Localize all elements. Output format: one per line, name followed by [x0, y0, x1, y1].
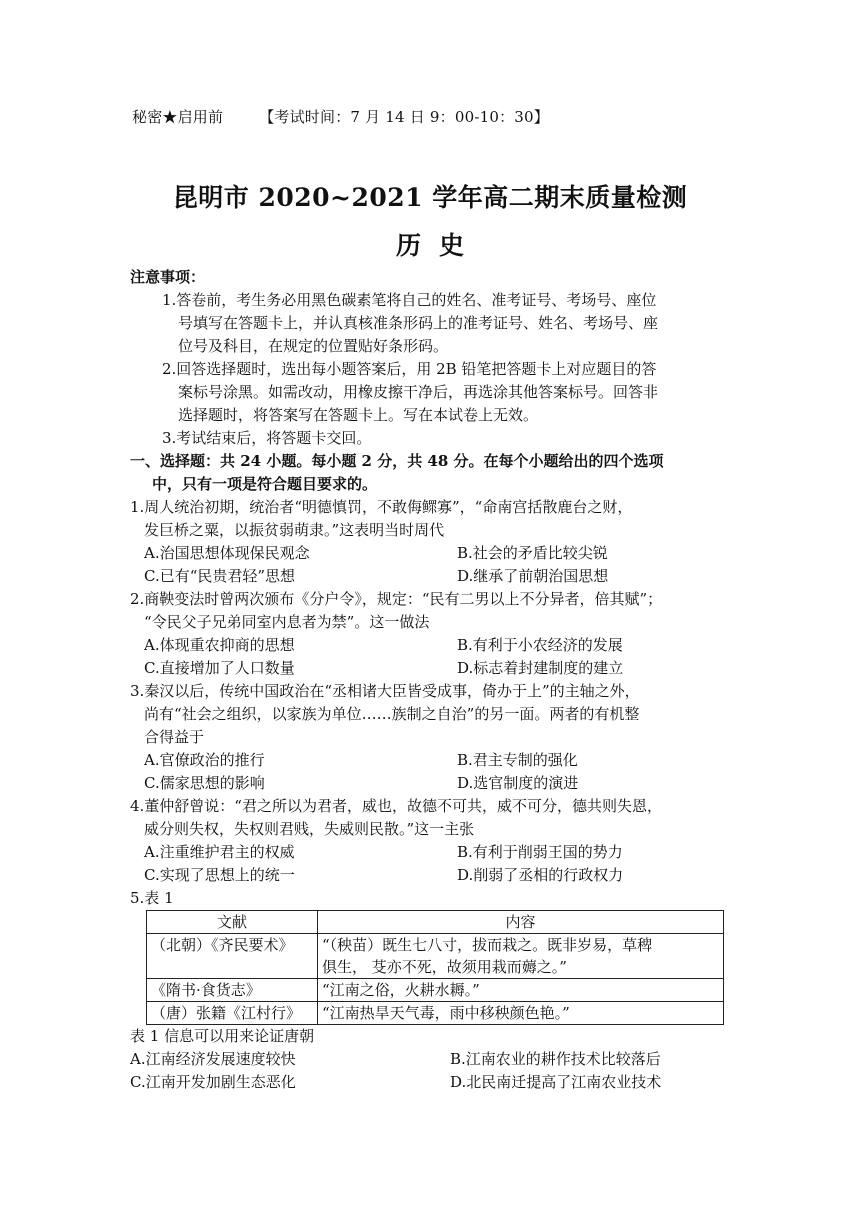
secret-label: 秘密★启用前 [132, 108, 224, 126]
table-header: 文献 [147, 911, 318, 934]
question-stem: 2.商鞅变法时曾两次颁布《分户令》，规定：“民有二男以上不分异者，倍其赋”； [130, 590, 663, 608]
question-stem-cont: 尚有“社会之组织，以家族为单位……族制之自治”的另一面。两者的有机整 [144, 705, 640, 723]
notice-item [130, 358, 734, 427]
table-cell-content [318, 934, 724, 979]
option-c: C.儒家思想的影响 [144, 774, 265, 792]
question-4 [130, 795, 734, 887]
notice-item-line: 3.考试结束后，将答题卡交回。 [162, 429, 372, 447]
option-c: C.直接增加了人口数量 [144, 659, 295, 677]
option-a: A.体现重农抑商的思想 [144, 636, 295, 654]
option-a: A.官僚政治的推行 [144, 751, 265, 769]
table-cell-source: （唐）张籍《江村行》 [147, 1002, 318, 1025]
exam-time: 【考试时间：7 月 14 日 9：00-10：30】 [259, 108, 549, 126]
question-1 [130, 496, 734, 588]
option-b: B.有利于小农经济的发展 [457, 636, 623, 654]
option-c: C.已有“民贵君轻”思想 [144, 567, 296, 585]
table-cell-content [318, 1002, 724, 1025]
question-stem: 1.周人统治初期，统治者“明德慎罚，不敢侮鳏寡”，“命南宫括散鹿台之财， [130, 498, 633, 516]
question-stem-cont: “令民父子兄弟同室内息者为禁”。这一做法 [144, 613, 430, 631]
table-row [147, 979, 724, 1002]
notice-item-line: 位号及科目，在规定的位置贴好条形码。 [178, 337, 449, 355]
notice-item-line: 1.答卷前，考生务必用黑色碳素笔将自己的姓名、准考证号、考场号、座位 [162, 291, 657, 309]
option-b: B.君主专制的强化 [457, 751, 578, 769]
options-row [130, 1071, 734, 1094]
option-b: B.有利于削弱王国的势力 [457, 843, 623, 861]
table-cell-line: 俱生， 芟亦不死，故须用栽而薅之。” [322, 958, 567, 976]
exam-content [130, 266, 734, 1094]
notice-item [130, 289, 734, 358]
option-b: B.社会的矛盾比较尖锐 [457, 544, 608, 562]
table-row [147, 934, 724, 979]
table-cell-source: （北朝）《齐民要术》 [147, 934, 318, 979]
options-row [130, 634, 734, 657]
options-row [130, 1048, 734, 1071]
question-3 [130, 680, 734, 795]
options-row [130, 749, 734, 772]
notice-item [130, 427, 734, 450]
page-title: 昆明市 2020~2021 学年高二期末质量检测 [172, 183, 688, 212]
notice-item-line: 2.回答选择题时，选出每小题答案后，用 2B 铅笔把答题卡上对应题目的答 [162, 360, 657, 378]
question-stem-cont: 表 1 信息可以用来论证唐朝 [130, 1027, 315, 1045]
table-cell-line: “江南热旱天气毒，雨中移秧颜色艳。” [322, 1004, 570, 1022]
option-d: D.北民南迁提高了江南农业技术 [450, 1073, 662, 1091]
subject-title: 历史 [395, 231, 482, 260]
options-row [130, 542, 734, 565]
table-cell-source: 《隋书·食货志》 [147, 979, 318, 1002]
option-a: A.治国思想体现保民观念 [144, 544, 310, 562]
options-row [130, 841, 734, 864]
question-5 [130, 887, 734, 1094]
question-stem-cont: 合得益于 [144, 728, 205, 746]
table-header-row [147, 911, 724, 934]
question-2 [130, 588, 734, 680]
question-stem-cont: 威分则失权，失权则君贱，失威则民散。”这一主张 [144, 820, 475, 838]
table-cell-line: “江南之俗，火耕水耨。” [322, 981, 480, 999]
option-a: A.江南经济发展速度较快 [130, 1050, 296, 1068]
options-row [130, 772, 734, 795]
option-a: A.注重维护君主的权威 [144, 843, 295, 861]
notice-item-line: 选择题时，将答案写在答题卡上。写在本试卷上无效。 [178, 406, 539, 424]
notice-item-line: 案标号涂黑。如需改动，用橡皮擦干净后，再选涂其他答案标号。回答非 [178, 383, 659, 401]
notice-item-line: 号填写在答题卡上，并认真核准条形码上的准考证号、姓名、考场号、座 [178, 314, 659, 332]
literature-table [146, 910, 724, 1025]
option-b: B.江南农业的耕作技术比较落后 [450, 1050, 661, 1068]
option-c: C.江南开发加剧生态恶化 [130, 1073, 296, 1091]
question-stem: 4.董仲舒曾说：“君之所以为君者，威也，故德不可共，威不可分，德共则失恩， [130, 797, 662, 815]
table-cell-content [318, 979, 724, 1002]
options-row [130, 565, 734, 588]
section-heading-cont: 中，只有一项是符合题目要求的。 [152, 475, 378, 493]
question-stem-cont: 发巨桥之粟，以振贫弱萌隶。”这表明当时周代 [144, 521, 445, 539]
notice-heading: 注意事项： [130, 268, 206, 286]
table-header: 内容 [318, 911, 724, 934]
option-d: D.选官制度的演进 [457, 774, 579, 792]
question-stem: 3.秦汉以后，传统中国政治在“丞相诸大臣皆受成事，倚办于上”的主轴之外， [130, 682, 640, 700]
table-cell-line: “（秧苗）既生七八寸，拔而栽之。既非岁易，草稗 [322, 936, 653, 954]
option-d: D.标志着封建制度的建立 [457, 659, 624, 677]
table-row [147, 1002, 724, 1025]
question-stem: 5.表 1 [130, 889, 174, 907]
options-row [130, 657, 734, 680]
option-c: C.实现了思想上的统一 [144, 866, 295, 884]
options-row [130, 864, 734, 887]
exam-header [132, 106, 549, 127]
section-heading: 一、选择题：共 24 小题。每小题 2 分，共 48 分。在每个小题给出的四个选项 [130, 452, 664, 470]
option-d: D.继承了前朝治国思想 [457, 567, 609, 585]
option-d: D.削弱了丞相的行政权力 [457, 866, 624, 884]
